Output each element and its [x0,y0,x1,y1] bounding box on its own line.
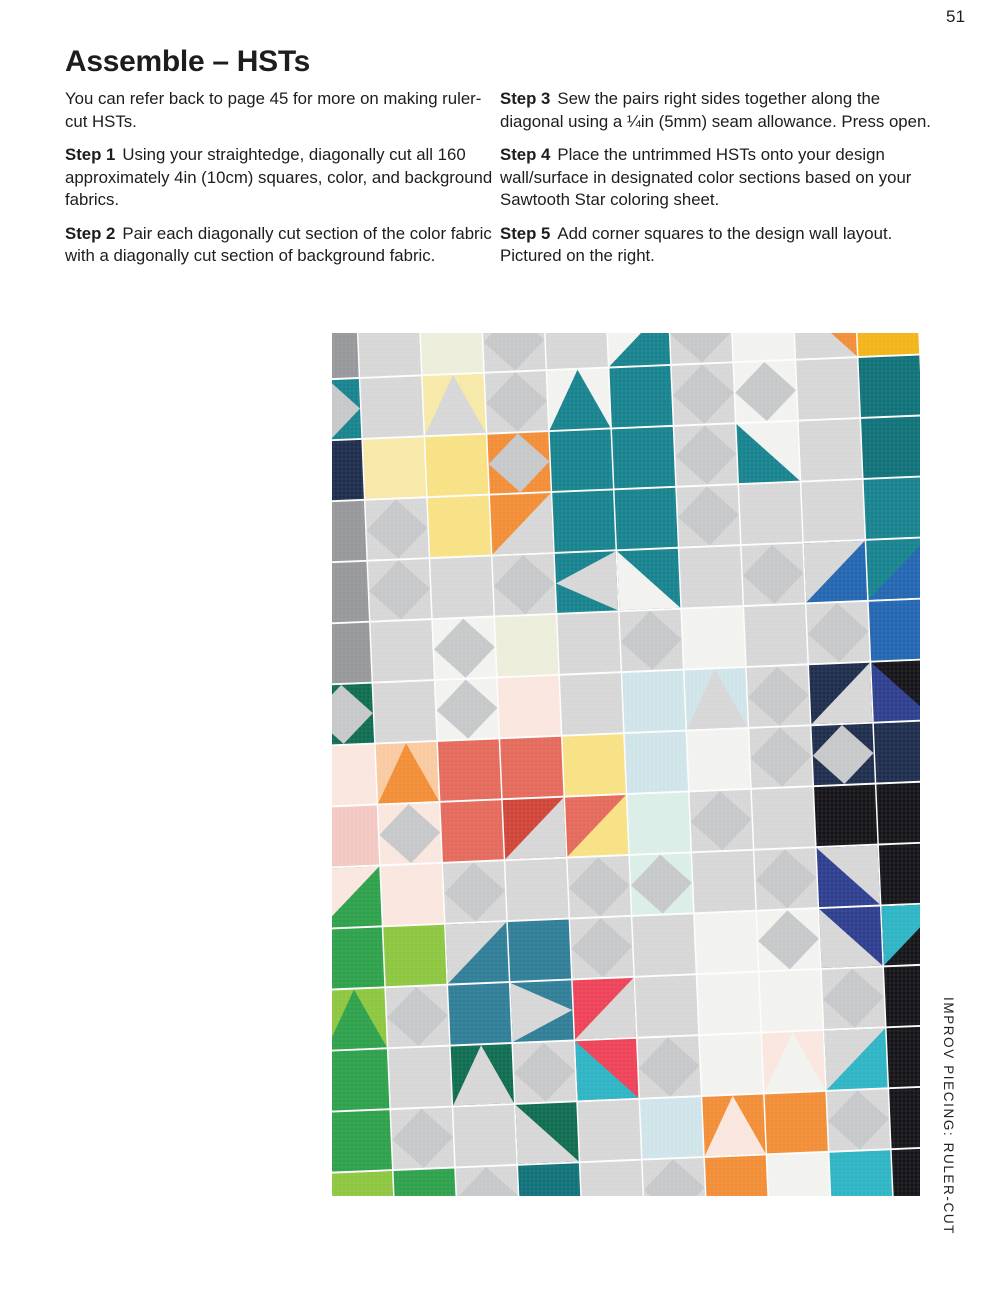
page-number: 51 [946,7,966,26]
right-column [500,88,934,279]
step-4-label: Step 4 [500,145,551,164]
step-2 [65,223,497,268]
step-3-text: Sew the pairs right sides together along the diagonal using a ¼in (5mm) seam allowance. Press open. [500,89,931,131]
step-3-label: Step 3 [500,89,551,108]
quilt-photo-svg [332,333,920,1196]
intro-paragraph: You can refer back to page 45 for more on making ruler-cut HSTs. [65,89,482,131]
quilt-grid [332,333,920,1196]
step-3 [500,88,934,133]
left-column [65,88,497,279]
step-5 [500,223,934,268]
step-1 [65,144,497,212]
step-5-text: Add corner squares to the design wall layout. Pictured on the right. [500,223,893,265]
step-4-text: Place the untrimmed HSTs onto your design wall/surface in designated color sections based on your Sawtooth Star coloring sheet. [500,145,912,209]
step-1-label: Step 1 [65,145,116,164]
step-4 [500,144,934,212]
page-title: Assemble – HSTs [65,45,311,78]
step-1-text: Using your straightedge, diagonally cut all 160 approximately 4in (10cm) squares, color, and background fabrics. [65,145,493,209]
step-2-label: Step 2 [65,223,116,243]
step-5-label: Step 5 [500,223,551,243]
chapter-spine-label: IMPROV PIECING: RULER-CUT [941,997,956,1236]
quilt-design-wall-photo [332,333,920,1196]
step-2-text: Pair each diagonally cut section of the color fabric with a diagonally cut section of background fabric. [65,223,492,265]
